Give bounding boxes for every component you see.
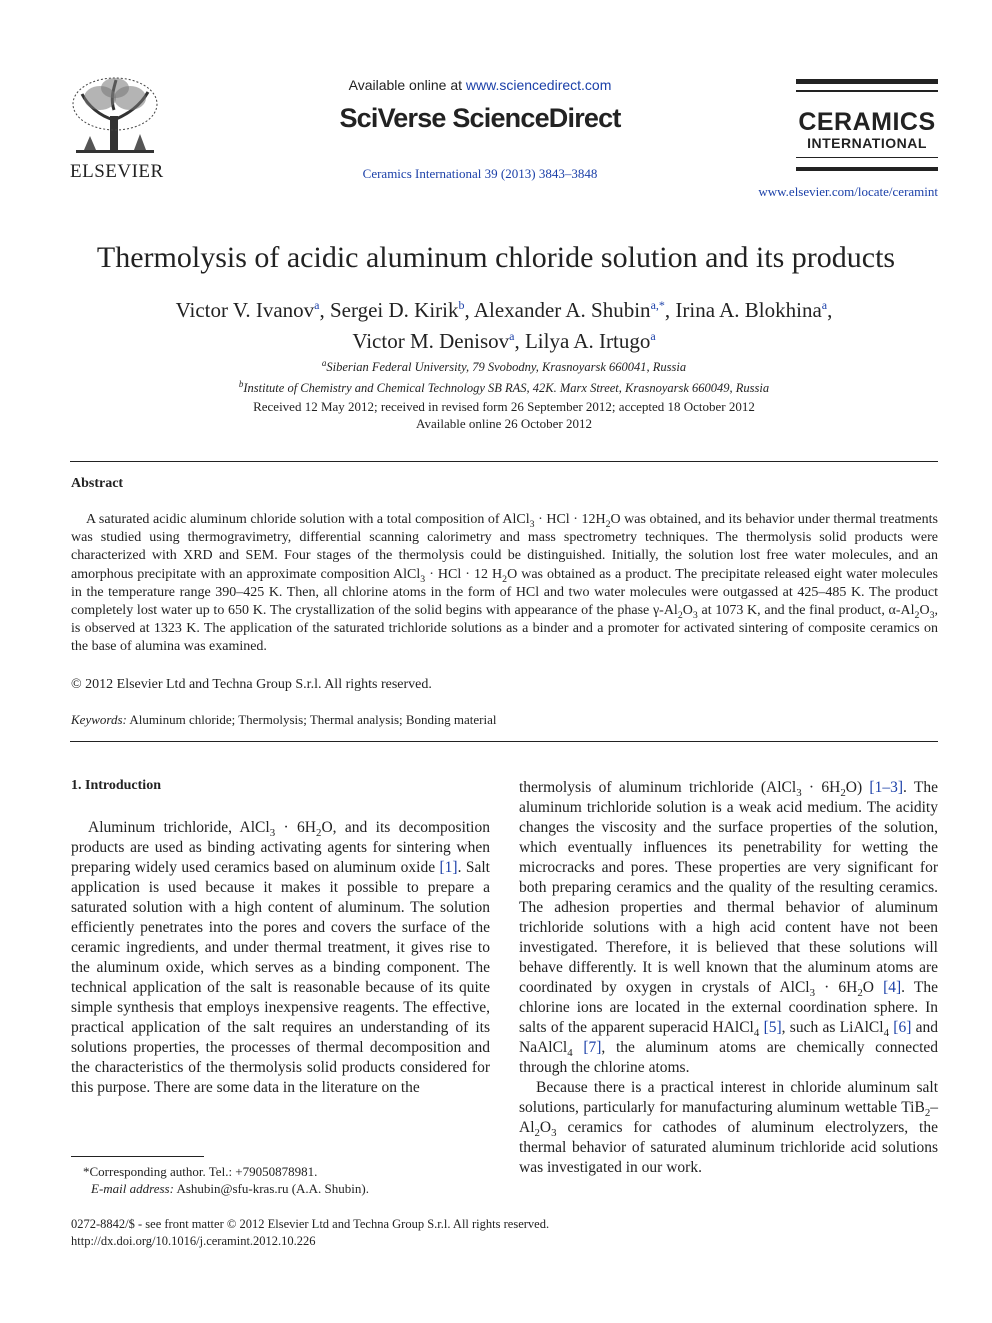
body-column-right xyxy=(519,778,938,1178)
subscript: 4 xyxy=(753,1027,760,1040)
footnote xyxy=(71,1163,490,1197)
subscript: 4 xyxy=(883,1027,889,1040)
abstract-segment: at 1073 K, and the final product, α-Al xyxy=(697,603,915,619)
subscript: 2 xyxy=(840,787,846,800)
text-segment: O, and its decomposition products are used as binding activating agents for sintering when preparing widely used ceramics based on aluminum oxide xyxy=(71,819,490,876)
available-online-date: Available online 26 October 2012 xyxy=(416,416,592,431)
journal-rule xyxy=(796,79,938,84)
front-matter-line: 0272-8842/$ - see front matter © 2012 Elsevier Ltd and Techna Group S.r.l. All rights reserved. xyxy=(71,1217,550,1231)
keywords-label: Keywords: xyxy=(71,712,127,727)
elsevier-logo-text: ELSEVIER xyxy=(70,161,164,182)
doi-link[interactable]: http://dx.doi.org/10.1016/j.ceramint.2012.10.226 xyxy=(71,1234,316,1248)
citation-link[interactable]: [1] xyxy=(439,859,458,876)
abstract-segment: O xyxy=(682,603,693,619)
text-segment: · 6H xyxy=(815,979,858,996)
author-name[interactable]: Victor V. Ivanov xyxy=(175,298,315,322)
email-label: E-mail address: xyxy=(91,1181,174,1196)
citation-link[interactable]: [4] xyxy=(883,979,902,996)
abstract-segment: · HCl · 12H xyxy=(534,512,606,527)
platform-name: SciVerse ScienceDirect xyxy=(339,103,621,133)
affiliation-mark[interactable]: a xyxy=(509,329,515,343)
abstract-segment: , is observed at 1323 K. The application of the saturated trichloride solutions as a binder and a promoter for activated sintering of composite ceramics on the base of alumina was examined. xyxy=(71,603,938,655)
abstract-heading: Abstract xyxy=(71,476,124,491)
abstract-segment: O was obtained, and its behavior under thermal treatments was studied using thermogravimetry, differential scanning calorimetry and mass spectrometry techniques. The thermolysis solid products were characterized with XRD and SEM. Four stages of the thermolysis could be distinguished. Initially, the solution lost free water molecules, and an amorphous precipitate with an approximate composition AlCl xyxy=(71,512,938,582)
email-line xyxy=(71,1180,490,1197)
text-segment: ceramics for cathodes of aluminum electrolyzers, the thermal behavior of saturated aluminum trichloride acid solutions was investigated in our work. xyxy=(519,1119,938,1176)
paragraph xyxy=(71,818,490,1098)
subscript: 4 xyxy=(567,1047,573,1060)
journal-url-link[interactable]: www.elsevier.com/locate/ceramint xyxy=(758,184,938,199)
author-name[interactable]: Sergei D. Kirik xyxy=(329,298,459,322)
author-name[interactable]: Irina A. Blokhina xyxy=(675,298,822,322)
journal-subtitle: INTERNATIONAL xyxy=(807,135,927,151)
affiliation-item xyxy=(70,376,938,397)
text-segment: O xyxy=(862,979,884,996)
journal-rule xyxy=(796,90,938,92)
subscript: 2 xyxy=(316,827,322,840)
citation-link[interactable]: [1–3] xyxy=(869,779,903,796)
abstract-segment: · HCl · 12 H xyxy=(425,566,503,582)
text-segment: O) xyxy=(845,779,870,796)
affiliations xyxy=(70,355,938,397)
author-name[interactable]: Alexander A. Shubin xyxy=(473,298,651,322)
affiliation-mark: b xyxy=(238,379,244,390)
subscript: 3 xyxy=(420,573,426,585)
citation-link[interactable]: [5] xyxy=(763,1019,782,1036)
received-dates: Received 12 May 2012; received in revised form 26 September 2012; accepted 18 October 2012 xyxy=(253,399,755,414)
subscript: 3 xyxy=(692,609,698,621)
subscript: 3 xyxy=(929,609,935,621)
subscript: 2 xyxy=(605,518,611,530)
text-segment: . Salt application is used because it makes it possible to prepare a saturated solution with a high content of aluminum. The solution efficiently penetrates into the pores and covers the surface of the ceramic ingredients, and under thermal treatment, it gives rise to the aluminum oxide, which serves as a binding component. The technical application of the salt is reasonable because of its quite simple synthesis that employs inexpensive reagents. The effective, practical application of the salt requires an understanding of its solutions properties, the processes of thermal decomposition and the characteristics of the thermolysis solid products considered for this purpose. There are some data in the literature on the xyxy=(71,859,490,1096)
section-divider xyxy=(70,741,938,742)
subscript: 3 xyxy=(269,827,276,840)
text-segment: –Al xyxy=(519,1099,938,1136)
text-segment: O xyxy=(539,1119,552,1136)
affiliation-mark[interactable]: a xyxy=(650,329,656,343)
subscript: 2 xyxy=(914,609,920,621)
keywords xyxy=(71,712,496,728)
affiliation-item xyxy=(70,355,938,376)
paragraph xyxy=(519,1078,938,1178)
text-segment xyxy=(573,1039,584,1056)
corresponding-author: *Corresponding author. Tel.: +79050878981. xyxy=(83,1164,318,1179)
elsevier-tree-logo xyxy=(70,76,160,158)
text-segment: · 6H xyxy=(801,779,841,796)
text-segment: Aluminum trichloride, AlCl xyxy=(88,819,270,836)
article-dates xyxy=(70,398,938,432)
paragraph xyxy=(519,778,938,1078)
text-segment: . The chlorine ions are located in the external coordination sphere. In salts of the apparent superacid HAlCl xyxy=(519,979,938,1036)
page-footer xyxy=(71,1216,939,1250)
citation-link[interactable]: [6] xyxy=(893,1019,912,1036)
affiliation-text: Institute of Chemistry and Chemical Technology SB RAS, 42K. Marx Street, Krasnoyarsk 660049, Russia xyxy=(243,381,770,396)
abstract-segment: A saturated acidic aluminum chloride solution with a total composition of AlCl xyxy=(86,512,530,527)
subscript: 3 xyxy=(529,518,535,530)
affiliation-mark[interactable]: b xyxy=(458,298,465,312)
abstract-segment: O xyxy=(919,603,930,619)
article-title: Thermolysis of acidic aluminum chloride solution and its products xyxy=(96,241,896,274)
abstract-segment: O was obtained as a product. The precipitate released eight water molecules in the temperature range 390–425 K. Then, all chlorine atoms in the form of HCl and two water molecules were outgassed at 425–485 K. The product completely lost water up to 650 K. The crystallization of the solid begins with appearance of the phase γ-Al xyxy=(71,566,938,619)
available-prefix: Available online at xyxy=(348,77,466,93)
copyright-line: © 2012 Elsevier Ltd and Techna Group S.r.l. All rights reserved. xyxy=(71,677,432,692)
section-divider xyxy=(70,461,938,462)
subscript: 2 xyxy=(502,573,508,585)
author-list: Victor V. Ivanov$^a$, Sergei D. Kirik$^b$, Alexander A. Shubin$^{a,*}$, Irina A. Blokhina$^a$, Victor M. Denisov$^a$, Lilya A. Irtugo$^a$ xyxy=(175,298,833,353)
section-heading-introduction: 1. Introduction xyxy=(71,778,161,793)
author-name[interactable]: Lilya A. Irtugo xyxy=(524,329,651,353)
subscript: 2 xyxy=(857,987,863,1000)
subscript: 3 xyxy=(551,1127,557,1140)
subscript: 2 xyxy=(534,1127,540,1140)
affiliation-mark[interactable]: a xyxy=(314,298,320,312)
citation-link[interactable]: [7] xyxy=(583,1039,602,1056)
subscript: 2 xyxy=(677,609,683,621)
affiliation-mark[interactable]: a xyxy=(821,298,828,312)
email-address[interactable]: Ashubin@sfu-kras.ru (A.A. Shubin). xyxy=(173,1181,369,1196)
text-segment: , such as LiAlCl xyxy=(781,1019,884,1036)
available-online-line xyxy=(280,77,680,93)
text-segment: . The aluminum trichloride solution is a weak acid medium. The acidity changes the viscosity and the surface properties of the solution, which eventually influences its penetrability for wetting the microcracks and pores. These properties are very significant for both preparing ceramics and the quality of the resulting ceramics. The adhesion properties and thermal behavior of aluminum trichloride solutions with a high acid content have not been investigated. Therefore, it is believed that these solutions will behave differently. It is well known that the aluminum atoms are coordinated by oxygen in crystals of AlCl xyxy=(519,779,938,996)
sciencedirect-link[interactable]: www.sciencedirect.com xyxy=(465,77,612,93)
affiliation-text: Siberian Federal University, 79 Svobodny, Krasnoyarsk 660041, Russia xyxy=(326,360,687,375)
subscript: 3 xyxy=(809,987,816,1000)
journal-rule xyxy=(796,167,938,171)
author-name[interactable]: Victor M. Denisov xyxy=(352,329,510,353)
footnote-rule xyxy=(71,1156,204,1157)
affiliation-mark[interactable]: a,* xyxy=(650,298,665,312)
text-segment: · 6H xyxy=(275,819,317,836)
affiliation-mark: a xyxy=(321,358,327,368)
subscript: 3 xyxy=(796,787,802,800)
text-segment: thermolysis of aluminum trichloride (AlCl xyxy=(519,779,797,796)
text-segment: Because there is a practical interest in chloride aluminum salt solutions, particularly for manufacturing aluminum wettable TiB xyxy=(519,1079,938,1116)
abstract-text xyxy=(71,511,938,657)
text-segment: and NaAlCl xyxy=(519,1019,939,1056)
subscript: 2 xyxy=(924,1107,931,1120)
journal-reference-link[interactable]: Ceramics International 39 (2013) 3843–3848 xyxy=(362,166,598,181)
text-segment: , the aluminum atoms are chemically connected through the chlorine atoms. xyxy=(519,1039,939,1076)
body-column-left xyxy=(71,818,490,1098)
journal-title: CERAMICS xyxy=(798,108,936,136)
journal-rule xyxy=(796,157,938,158)
keywords-list: Aluminum chloride; Thermolysis; Thermal analysis; Bonding material xyxy=(129,712,497,727)
